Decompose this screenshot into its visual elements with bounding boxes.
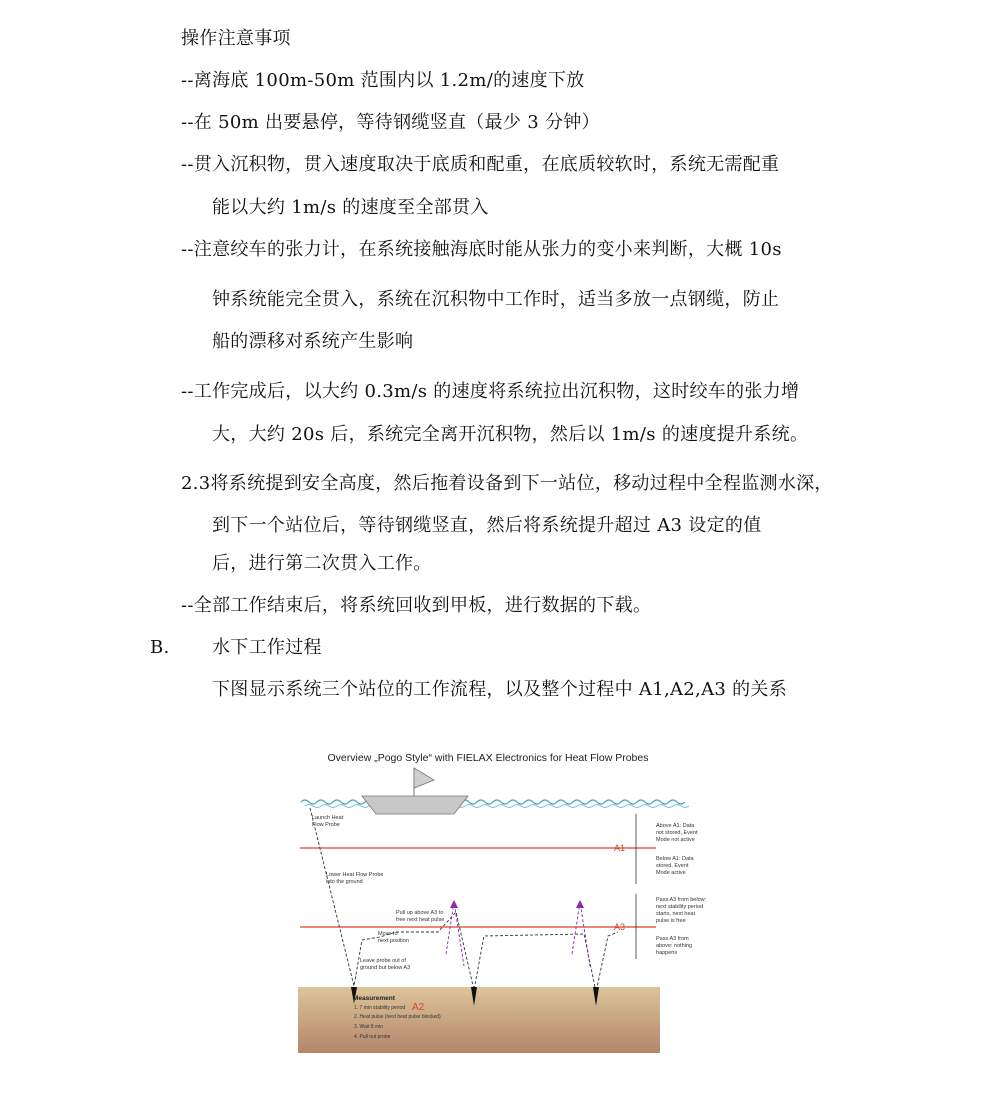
water-surface <box>301 800 685 804</box>
move-annotation: Move to next position <box>378 931 409 944</box>
pogo-diagram <box>296 744 716 1056</box>
pullup-arrow-icon <box>576 900 584 908</box>
measurement-item: 2. Heat pulse (next heat pulse blocked) <box>354 1014 441 1020</box>
pullup-arrow-icon <box>450 900 458 908</box>
ship-icon <box>362 768 468 814</box>
launch-annotation: Launch Heat Flow Probe <box>312 815 344 828</box>
instruction-line: 后，进行第二次贯入工作。 <box>212 553 432 574</box>
instruction-line: --在 50m 出要悬停，等待钢缆竖直（最少 3 分钟） <box>181 112 600 133</box>
instruction-line: --离海底 100m-50m 范围内以 1.2m/的速度下放 <box>181 70 585 91</box>
instruction-line: --注意绞车的张力计，在系统接触海底时能从张力的变小来判断，大概 10s <box>181 239 782 260</box>
measurement-item: 4. Pull out probe <box>354 1034 391 1040</box>
heading: 操作注意事项 <box>181 28 291 49</box>
water-surface-2 <box>305 805 689 808</box>
measurement-item: 3. Wait 8 min <box>354 1024 383 1030</box>
instruction-line: 到下一个站位后，等待钢缆竖直，然后将系统提升超过 A3 设定的值 <box>212 515 762 536</box>
instruction-line: 钟系统能完全贯入，系统在沉积物中工作时，适当多放一点钢缆，防止 <box>212 289 780 310</box>
pass-below-note: Pass A3 from below: next stability period starts, next heat pulse is free <box>656 897 707 924</box>
instruction-line: --贯入沉积物，贯入速度取决于底质和配重，在底质较软时，系统无需配重 <box>181 154 780 175</box>
pullup-annotation: Pull up above A3 to free next heat pulse <box>396 910 445 923</box>
instruction-line: --工作完成后，以大约 0.3m/s 的速度将系统拉出沉积物，这时绞车的张力增 <box>181 381 800 402</box>
figure-title: Overview „Pogo Style“ with FIELAX Electronics for Heat Flow Probes <box>327 752 649 764</box>
pogo-diagram-svg <box>296 744 716 1056</box>
measurement-title: Measurement <box>353 995 395 1002</box>
instruction-line: 船的漂移对系统产生影响 <box>212 331 414 352</box>
leave-annotation: Leave probe out of ground but below A3 <box>360 958 411 971</box>
instruction-line: 2.3将系统提到安全高度，然后拖着设备到下一站位，移动过程中全程监测水深， <box>181 473 833 494</box>
intro-line: 下图显示系统三个站位的工作流程，以及整个过程中 A1,A2,A3 的关系 <box>212 679 788 700</box>
lower-annotation: Lower Heat Flow Probe into the ground <box>326 872 384 885</box>
instruction-line: 大，大约 20s 后，系统完全离开沉积物，然后以 1m/s 的速度提升系统。 <box>212 424 809 445</box>
measurement-item: 1. 7 min stability period <box>354 1005 406 1011</box>
section-title: 水下工作过程 <box>212 637 322 658</box>
instruction-line: --全部工作结束后，将系统回收到甲板，进行数据的下载。 <box>181 595 652 616</box>
pass-above-note: Pass A3 from above: nothing happens <box>656 936 693 956</box>
above-a1-note: Above A1: Data not stored, Event Mode not active <box>656 823 698 843</box>
a2-label: A2 <box>412 1002 425 1013</box>
section-letter: B. <box>150 637 170 658</box>
below-a1-note: Below A1: Data stored, Event Mode active <box>656 856 694 876</box>
instruction-line: 能以大约 1m/s 的速度至全部贯入 <box>212 197 489 218</box>
a1-label: A1 <box>614 843 626 853</box>
a3-label: A3 <box>614 922 626 932</box>
